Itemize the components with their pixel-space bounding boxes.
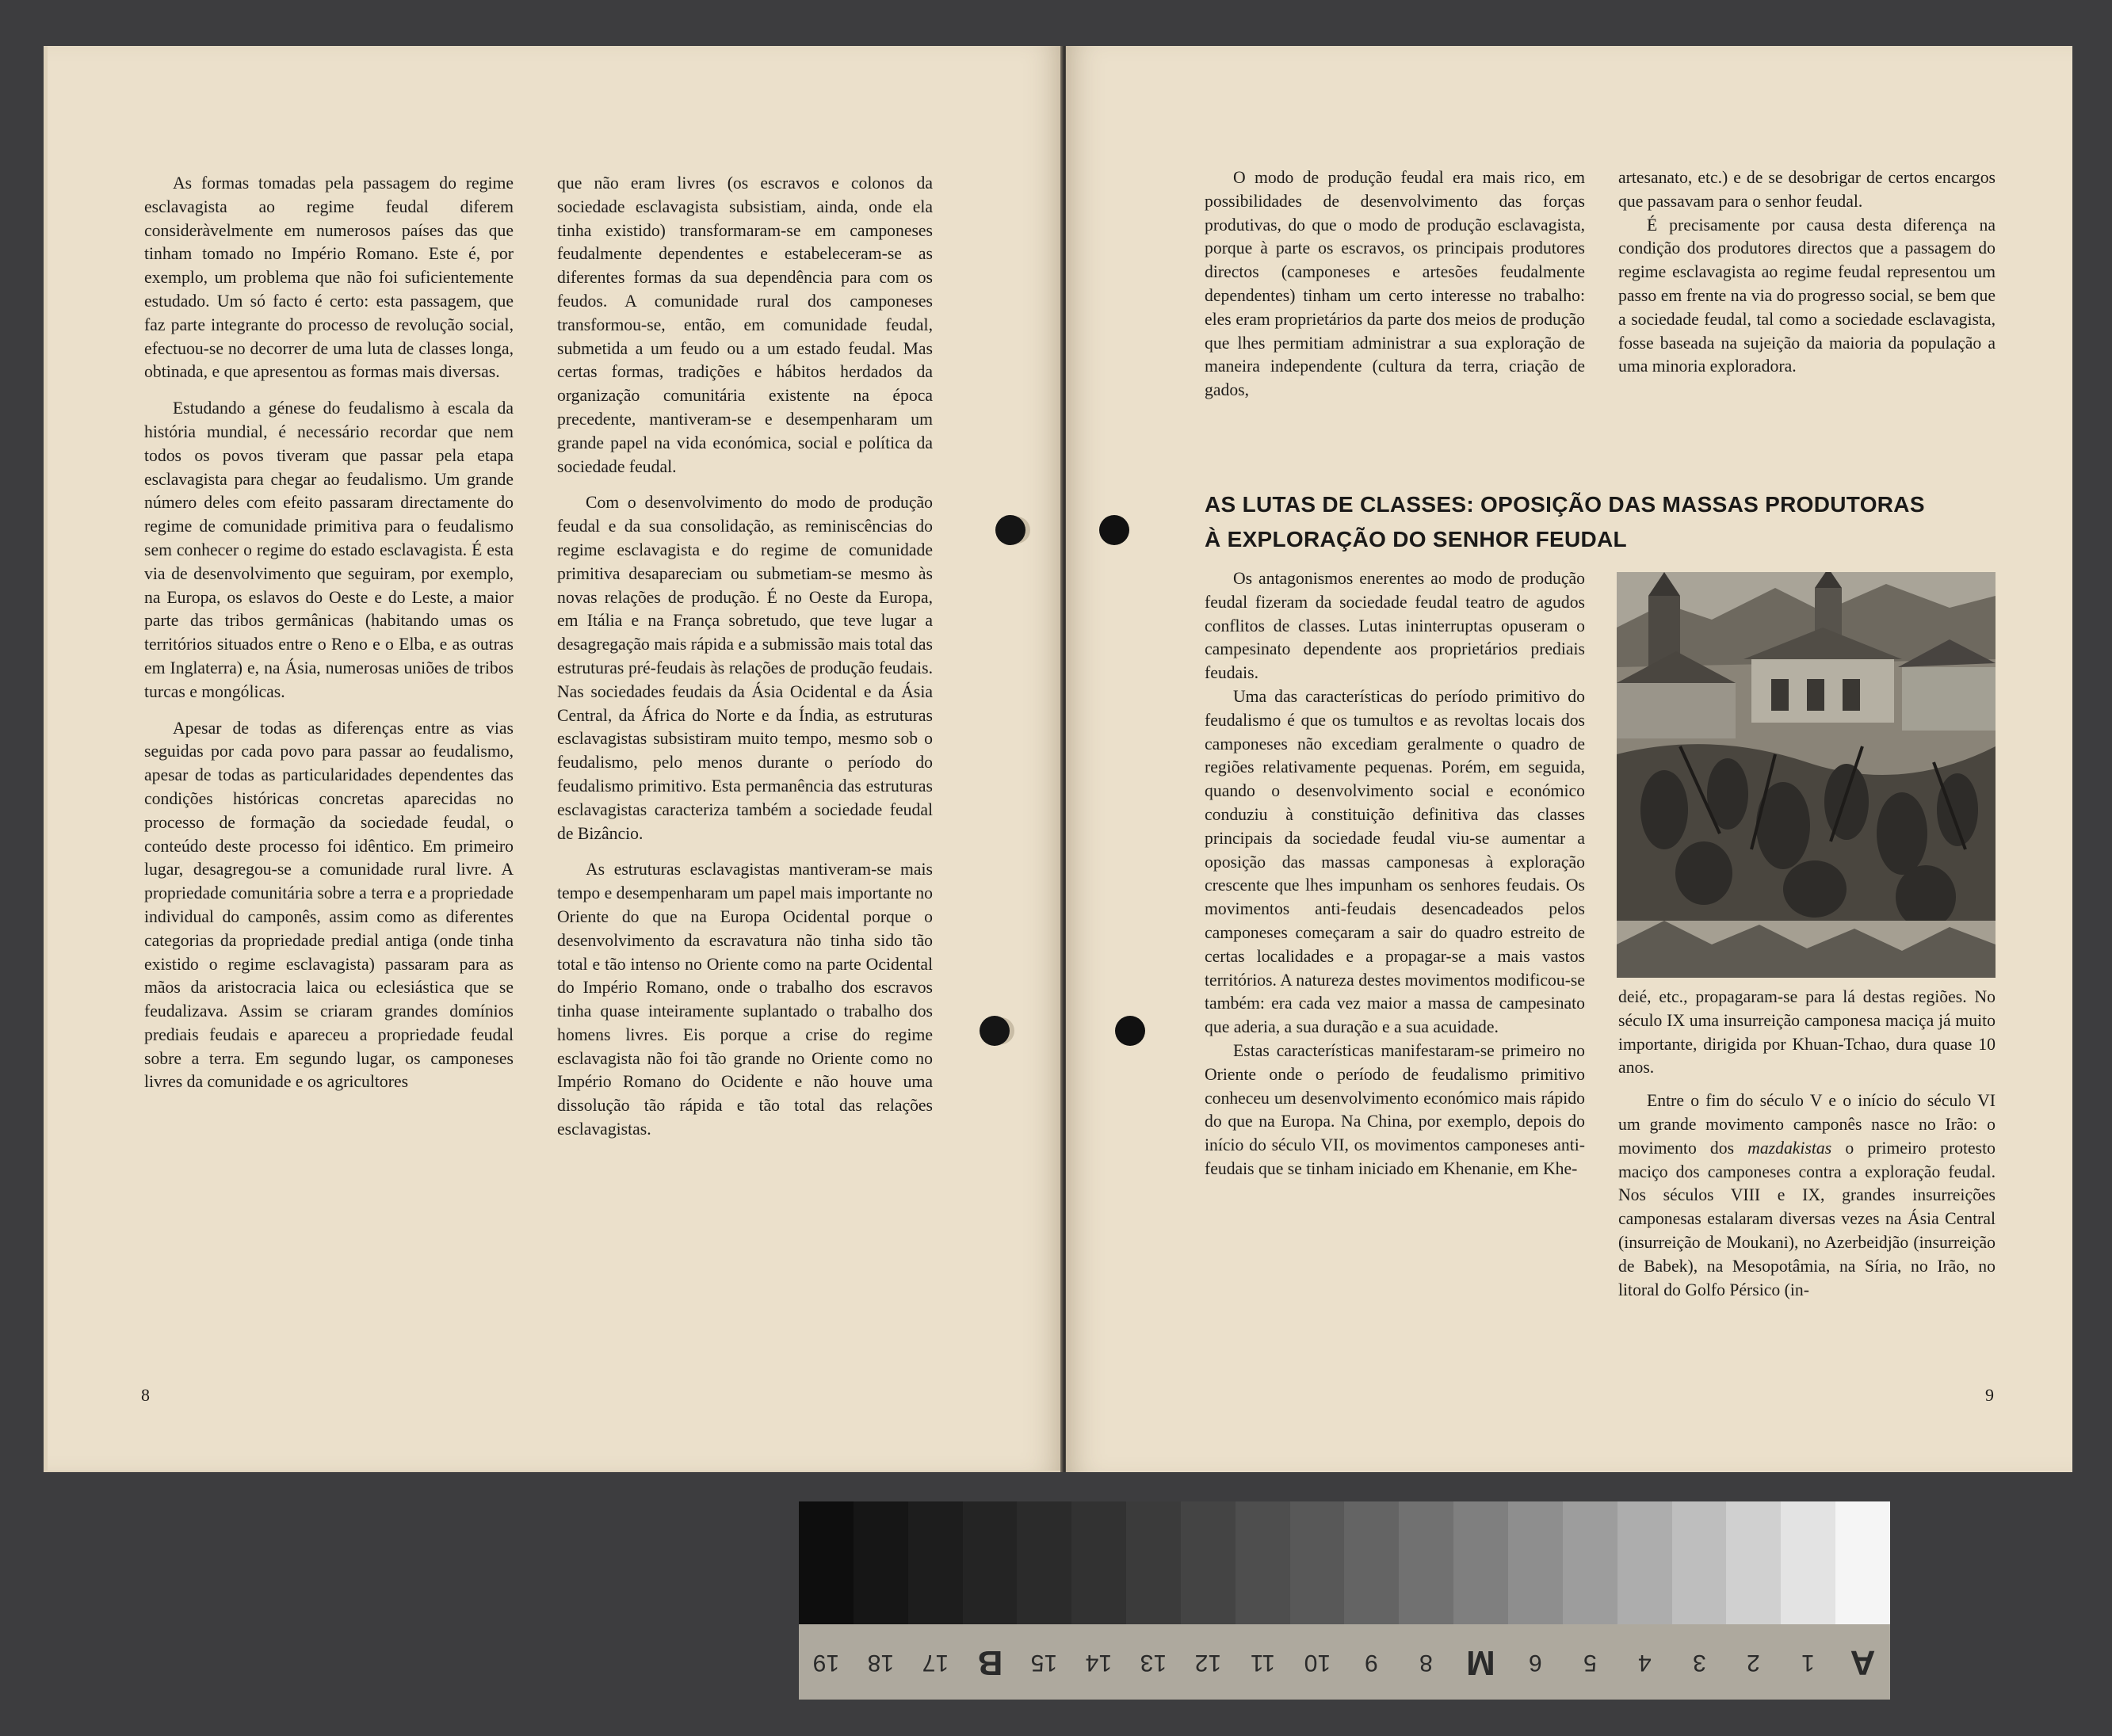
left-page <box>48 46 1062 1471</box>
paragraph: Os antagonismos enerentes ao modo de produção feudal fizeram da sociedade feudal teatro de agudos conflitos de classes. Lutas ininterruptas opuseram o campesinato dependente aos proprietários prediais feudais. <box>1205 569 1585 683</box>
gray-patch <box>1726 1501 1781 1624</box>
ruler-label: 3 <box>1692 1649 1706 1676</box>
ruler-label: 4 <box>1637 1649 1652 1676</box>
gray-patch <box>1453 1501 1508 1624</box>
punch-hole <box>980 1016 1010 1046</box>
gray-patch <box>1344 1501 1399 1624</box>
gray-patch <box>908 1501 963 1624</box>
gray-patch <box>1017 1501 1071 1624</box>
paragraph <box>1618 1089 1996 1302</box>
gray-patch <box>1071 1501 1126 1624</box>
gray-patch <box>799 1501 854 1624</box>
ruler-label: A <box>1850 1643 1876 1682</box>
right-page-column-1-bottom <box>1205 567 1585 1181</box>
ruler-label: 2 <box>1747 1649 1761 1676</box>
ruler-label: 11 <box>1250 1649 1275 1676</box>
gray-patch <box>1290 1501 1345 1624</box>
right-page-column-2-bottom <box>1618 986 1996 1302</box>
scale-ruler <box>799 1624 1890 1700</box>
paragraph: Estas características manifestaram-se primeiro no Oriente onde o período de feudalismo primitivo conheceu um desenvolvimento económico mais rápido do que na Europa. Na China, por exemplo, depois do início do século VII, os movimentos camponeses anti-feudais que se tinham iniciado em Khenanie, em Khe- <box>1205 1040 1585 1178</box>
ruler-label: 9 <box>1365 1649 1379 1676</box>
page-number: 8 <box>141 1385 150 1405</box>
ruler-label: 14 <box>1085 1649 1113 1676</box>
gray-patch <box>1236 1501 1290 1624</box>
paragraph: É precisamente por causa desta diferença na condição dos produtores directos que a passagem do regime esclavagista ao regime feudal representou um passo em frente na via do progresso social, se bem que a sociedade feudal, tal como a sociedade esclavagista, fosse baseada na sujeição da maioria da população a uma minoria exploradora. <box>1618 215 1996 376</box>
heading-line: AS LUTAS DE CLASSES: OPOSIÇÃO DAS MASSAS PRODUTORAS <box>1205 492 1925 517</box>
ruler-label: 10 <box>1304 1649 1331 1676</box>
gray-patch <box>1672 1501 1727 1624</box>
color-calibration-target <box>799 1501 1890 1700</box>
heading-line: À EXPLORAÇÃO DO SENHOR FEUDAL <box>1205 527 1627 551</box>
gray-patch <box>1617 1501 1672 1624</box>
ruler-label: 8 <box>1419 1649 1434 1676</box>
ruler-label: 17 <box>922 1649 949 1676</box>
ruler-label: 6 <box>1529 1649 1542 1676</box>
paragraph: Uma das características do período primitivo do feudalismo é que os tumultos e as revoltas locais dos camponeses não excediam geralmente o quadro de regiões relativamente pequenas. Porém, em seguida, quando o desenvolvimento social e económico conduziu à constituição definitiva das classes principais da sociedade feudal viu-se aumentar a oposição das massas camponesas à exploração crescente que lhes impunham os senhores feudais. Os movimentos anti-feudais desencadeados pelos camponeses começaram a sair do quadro estreito de certas localidades e a propagar-se a mais vastos territórios. A natureza destes movimentos modificou-se também: era cada vez maior a massa de campesinato que aderia, a sua duração e a sua acuidade. <box>1205 686 1585 1037</box>
ruler-label: 15 <box>1031 1649 1058 1676</box>
text-run: Entre o fim do século V e o início do século VI um grande movimento camponês nasce no Irão: o movimento dos <box>1618 1091 1996 1158</box>
paragraph: que não eram livres (os escravos e colonos da sociedade esclavagista subsistiam, ainda, onde ela tinha existido) transformaram-se em camponeses feudalmente dependentes e estabeleceram-se as diferentes formas da sua dependência para com os feudos. A comunidade rural dos camponeses transformou-se, então, em comunidade feudal, submetida a um feudo ou a um estado feudal. Mas certas formas, tradições e hábitos herdados da organização comunitária existente na época precedente, mantiveram-se e desempenharam um grande papel na vida económica, social e política da sociedade feudal. <box>557 174 933 476</box>
ruler-label: 12 <box>1194 1649 1222 1676</box>
punch-hole <box>1099 515 1129 545</box>
gray-patch <box>1399 1501 1453 1624</box>
right-page-column-2-top <box>1618 166 1996 379</box>
paragraph: O modo de produção feudal era mais rico, em possibilidades de desenvolvimento das forças produtivas, do que o modo de produção esclavagista, porque à parte os escravos, os principais produtores directos (camponeses e artesões feudalmente dependentes) tinham um certo interesse no trabalho: eles eram proprietários da parte dos meios de produção que lhes permitiam administrar a sua exploração de maneira independente (cultura da terra, criação de gados, <box>1205 168 1585 400</box>
gray-patch <box>1781 1501 1835 1624</box>
paragraph: As estruturas esclavagistas mantiveram-se mais tempo e desempenharam um papel mais importante no Oriente do que na Europa Ocidental porque o desenvolvimento da escravatura não tinha sido tão total e tão intenso no Oriente como na parte Ocidental do Império Romano, onde o trabalho dos escravos tinha quase inteiramente suplantado o trabalho dos homens livres. Eis porque a crise do regime esclavagista não foi tão grande no Oriente como no Império Romano do Ocidente e não houve uma dissolução tão rápida e tão total das relações esclavagistas. <box>557 860 933 1139</box>
gray-patch <box>1563 1501 1617 1624</box>
grayscale-patches <box>799 1501 1890 1624</box>
peasant-revolt-woodcut <box>1617 572 1996 978</box>
ruler-label: B <box>977 1643 1003 1682</box>
punch-hole <box>995 515 1025 545</box>
ruler-label: 1 <box>1801 1649 1815 1676</box>
ruler-label: 18 <box>867 1649 894 1676</box>
ruler-label: 19 <box>812 1649 840 1676</box>
gray-patch <box>854 1501 908 1624</box>
gray-patch <box>1126 1501 1181 1624</box>
paragraph: Com o desenvolvimento do modo de produção feudal e da sua consolidação, as reminiscências do regime esclavagista e do regime de comunidade primitiva desapareciam ou submetiam-se mesmo às novas relações de produção. É no Oeste da Europa, em Itália e na França sobretudo, que teve lugar a desagregação mais rápida e a submissão mais total das estruturas pré-feudais às relações de produção feudais. Nas sociedades feudais da Ásia Ocidental e da Ásia Central, da África do Norte e da Índia, as estruturas esclavagistas subsistiram muito tempo, mesmo sob o feudalismo, pelo menos durante o período do feudalismo primitivo. Esta permanência das estruturas esclavagistas caracteriza também a sociedade feudal de Bizâncio. <box>557 493 933 843</box>
right-page-column-1-top <box>1205 166 1585 403</box>
left-page-column-2 <box>557 172 933 1142</box>
gray-patch <box>1181 1501 1236 1624</box>
paragraph: Estudando a génese do feudalismo à escala da história mundial, é necessário recordar que nem todos os povos tiveram que passar pela etapa esclavagista para chegar ao feudalismo. Um grande número deles com efeito passaram directamente do regime de comunidade primitiva para o feudalismo sem conhecer o regime do estado esclavagista. É esta via de desenvolvimento que seguiram, por exemplo, na Europa, os eslavos do Oeste e do Leste, a maior parte das tribos germânicas (habitando umas os territórios situados entre o Reno e o Elba, e as outras em Inglaterra) e, na Ásia, numerosas uniões de tribos turcas e mongólicas. <box>144 399 514 701</box>
paragraph: Apesar de todas as diferenças entre as vias seguidas por cada povo para passar ao feudalismo, apesar de todas as particularidades dependentes das condições históricas concretas aparecidas no processo de formação da sociedade feudal, o conteúdo deste processo foi idêntico. Em primeiro lugar, desagregou-se a comunidade rural livre. A propriedade comunitária sobre a terra e a propriedade individual do camponês, assim como as diferentes categorias da propriedade predial antiga (onde tinha existido o regime esclavagista) passaram para as mãos da aristocracia laica ou eclesiástica que se feudalizava. Assim se criaram grandes domínios prediais feudais e apareceu a propriedade feudal sobre a terra. Em segundo lugar, os camponeses livres da comunidade e os agricultores <box>144 718 514 1092</box>
paragraph: deié, etc., propagaram-se para lá destas regiões. No século IX uma insurreição camponesa maciça já muito importante, dirigida por Khuan-Tchao, dura quase 10 anos. <box>1618 987 1996 1078</box>
left-page-column-1 <box>144 172 514 1094</box>
italic-term: mazdakistas <box>1747 1138 1832 1158</box>
paragraph: artesanato, etc.) e de se desobrigar de certos encargos que passavam para o senhor feudal. <box>1618 168 1996 211</box>
paragraph: As formas tomadas pela passagem do regime esclavagista ao regime feudal diferem consideràvelmente em numerosos países das que tinham tomado no Império Romano. Este é, por exemplo, um problema que não foi suficientemente estudado. Um só facto é certo: esta passagem, que faz parte integrante do processo de revolução social, efectuou-se no decorrer de uma luta de classes longa, obtinada, e que apresentou as formas mais diversas. <box>144 174 514 382</box>
punch-hole <box>1115 1016 1145 1046</box>
woodcut-illustration <box>1617 572 1996 978</box>
right-page <box>1066 46 2072 1472</box>
page-number: 9 <box>1985 1385 1994 1405</box>
ruler-label: M <box>1466 1643 1495 1682</box>
ruler-label: 5 <box>1583 1649 1597 1676</box>
section-heading <box>1205 487 2005 557</box>
gray-patch <box>1508 1501 1563 1624</box>
ruler-label: 13 <box>1140 1649 1167 1676</box>
gray-patch <box>963 1501 1018 1624</box>
gray-patch <box>1835 1501 1890 1624</box>
text-run: o primeiro protesto maciço dos camponeses contra a exploração feudal. Nos séculos VIII e IX, grandes insurreições camponesas estalaram diversas vezes na Ásia Central (insurreição de Moukani), no Azerbeidjão (insurreição de Babek), na Mesopotâmia, na Síria, no Irão, no litoral do Golfo Pérsico (in- <box>1618 1138 1996 1299</box>
